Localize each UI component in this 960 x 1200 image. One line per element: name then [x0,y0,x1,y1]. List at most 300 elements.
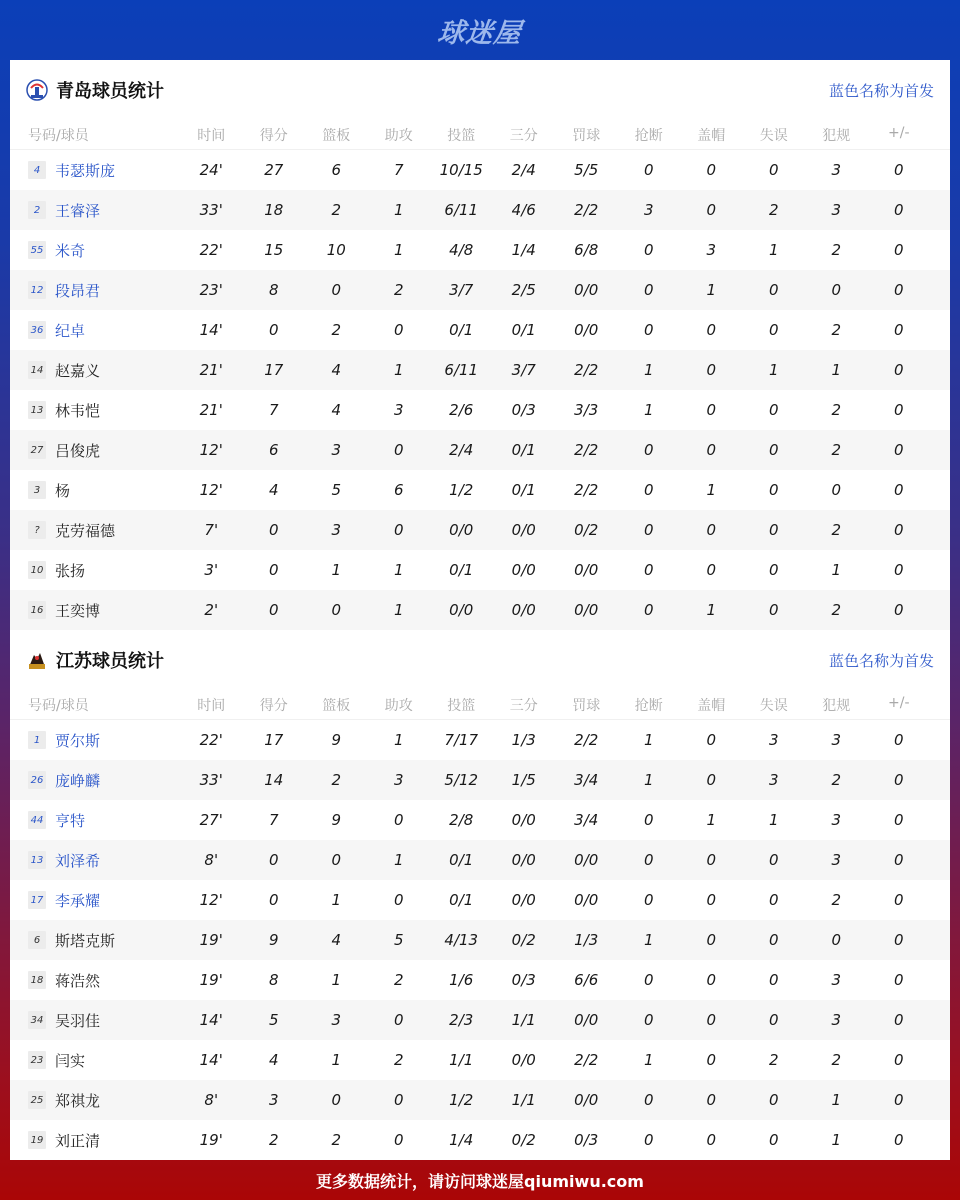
stat-cell: 18 [264,201,284,219]
column-header: 犯规 [822,127,851,144]
stat-cell: 1/4 [449,1131,474,1149]
player-name[interactable]: 王奕博 [55,601,101,620]
table-row[interactable] [10,840,950,880]
column-header: 投篮 [447,697,476,714]
column-header: 助攻 [384,697,413,714]
jersey-number-badge: 23 [28,1051,46,1069]
column-header: 篮板 [322,127,351,144]
stat-cell: 2/3 [449,1011,474,1029]
jersey-number-badge: 36 [28,321,46,339]
column-header: +/- [888,124,910,141]
stat-cell: 6/11 [444,361,479,379]
stat-cell: 3 [393,771,404,789]
stat-cell: 0/0 [574,281,599,299]
player-stats-table [10,690,950,1160]
stat-cell: 3 [831,731,842,749]
stat-cell: 0 [643,481,654,499]
table-row[interactable] [10,960,950,1000]
stat-cell: 10 [326,241,346,259]
table-row[interactable] [10,310,950,350]
stat-cell: 0 [268,601,279,619]
player-name[interactable]: 刘泽希 [55,851,101,870]
stat-cell: 33' [199,201,223,219]
stat-cell: 0 [706,1051,717,1069]
stat-cell: 3/3 [574,401,599,419]
stat-cell: 4/6 [511,201,536,219]
stat-cell: 0 [893,161,904,179]
stat-cell: 27' [199,811,223,829]
player-name[interactable]: 蒋浩然 [55,971,101,990]
stat-cell: 8' [204,1091,219,1109]
stat-cell: 1/1 [511,1011,536,1029]
stat-cell: 15 [264,241,284,259]
stat-cell: 1 [643,731,654,749]
player-name[interactable]: 庞峥麟 [55,771,101,790]
stat-cell: 0 [768,401,779,419]
stat-cell: 0 [893,1131,904,1149]
stat-cell: 0 [706,891,717,909]
stat-cell: 2/2 [574,361,599,379]
stat-cell: 0/0 [511,811,536,829]
stat-cell: 5 [393,931,404,949]
stat-cell: 0 [643,561,654,579]
stat-cell: 0 [643,241,654,259]
stat-cell: 3 [831,811,842,829]
team-header [10,630,950,690]
column-header: 三分 [509,127,538,144]
stat-cell: 2 [768,201,779,219]
stat-cell: 1 [831,361,842,379]
stat-cell: 0 [643,1011,654,1029]
player-name[interactable]: 贾尔斯 [55,731,101,750]
stat-cell: 3 [768,731,779,749]
stat-cell: 1 [768,361,779,379]
table-row[interactable] [10,880,950,920]
stat-cell: 2 [831,401,842,419]
stat-cell: 2 [393,281,404,299]
column-header: 投篮 [447,127,476,144]
stat-cell: 6 [393,481,404,499]
stat-cell: 2 [331,321,342,339]
stat-cell: 0 [706,401,717,419]
table-row[interactable] [10,190,950,230]
stat-cell: 0/2 [574,521,599,539]
stat-cell: 0 [643,521,654,539]
stat-cell: 2 [831,1051,842,1069]
table-row[interactable] [10,550,950,590]
stat-cell: 0 [643,811,654,829]
stat-cell: 0 [643,601,654,619]
player-name[interactable]: 王睿泽 [55,201,101,220]
table-row[interactable] [10,390,950,430]
player-name[interactable]: 吴羽佳 [55,1011,101,1030]
stat-cell: 0/0 [511,891,536,909]
jersey-number-badge: 26 [28,771,46,789]
table-row[interactable] [10,760,950,800]
qingdao-team-logo-icon [26,79,48,101]
stat-cell: 2/8 [449,811,474,829]
stat-cell: 1/3 [511,731,536,749]
stat-cell: 0 [893,771,904,789]
table-row[interactable] [10,470,950,510]
stat-cell: 1/2 [449,481,474,499]
stat-cell: 0 [893,281,904,299]
stat-cell: 0 [706,1011,717,1029]
jersey-number-badge: 10 [28,561,46,579]
jersey-number-badge: 19 [28,1131,46,1149]
stat-cell: 0 [893,971,904,989]
stat-cell: 0 [893,931,904,949]
player-name[interactable]: 亨特 [55,811,86,830]
stat-cell: 0 [643,441,654,459]
stat-cell: 0 [893,361,904,379]
table-row[interactable] [10,800,950,840]
stat-cell: 2 [831,321,842,339]
stat-cell: 6/11 [444,201,479,219]
stat-cell: 9 [268,931,279,949]
player-name[interactable]: 克劳福德 [55,521,116,540]
stat-cell: 1 [768,241,779,259]
column-header: 得分 [259,127,288,144]
stat-cell: 0 [831,931,842,949]
jersey-number-badge: 13 [28,401,46,419]
stat-cell: 0/3 [574,1131,599,1149]
stat-cell: 0/1 [449,851,474,869]
jersey-number-badge: 16 [28,601,46,619]
stat-cell: 0 [768,561,779,579]
column-header: 时间 [197,127,226,144]
jersey-number-badge: 13 [28,851,46,869]
stat-cell: 6/6 [574,971,599,989]
stat-cell: 4 [331,361,342,379]
stat-cell: 0 [331,851,342,869]
stat-cell: 1 [643,401,654,419]
stat-cell: 0 [893,201,904,219]
stat-cell: 0/1 [511,321,536,339]
stat-cell: 0 [768,161,779,179]
stat-cell: 1 [643,771,654,789]
stat-cell: 19' [199,971,223,989]
stat-cell: 0 [893,1011,904,1029]
stat-cell: 6/8 [574,241,599,259]
column-header: 犯规 [822,697,851,714]
stat-cell: 8 [268,971,279,989]
stat-cell: 8' [204,851,219,869]
stat-cell: 0 [706,1131,717,1149]
stat-cell: 3 [268,1091,279,1109]
stat-cell: 0/0 [511,601,536,619]
stat-cell: 12' [199,441,223,459]
stat-cell: 1 [706,601,717,619]
stat-cell: 0/3 [511,971,536,989]
stat-cell: 2 [831,521,842,539]
jersey-number-badge: 1 [28,731,46,749]
stat-cell: 24' [199,161,223,179]
top-bar [0,0,960,60]
jersey-number-badge: 34 [28,1011,46,1029]
stat-cell: 0 [768,931,779,949]
stat-cell: 1/5 [511,771,536,789]
stat-cell: 2 [831,771,842,789]
stat-cell: 3 [643,201,654,219]
stat-cell: 0 [643,281,654,299]
stat-cell: 2 [268,1131,279,1149]
stat-cell: 0 [893,1091,904,1109]
column-header: 三分 [509,697,538,714]
stat-cell: 0/0 [511,521,536,539]
jersey-number-badge: 12 [28,281,46,299]
stat-cell: 14' [199,1011,223,1029]
stat-cell: 1 [393,731,404,749]
stat-cell: 0 [393,441,404,459]
stat-cell: 3 [831,1011,842,1029]
stat-cell: 0 [706,561,717,579]
jersey-number-badge: 44 [28,811,46,829]
stat-cell: 0 [893,401,904,419]
starter-legend: 蓝色名称为首发 [828,651,934,670]
stat-cell: 33' [199,771,223,789]
stat-cell: 2 [331,201,342,219]
player-name[interactable]: 赵嘉义 [55,361,101,380]
column-header: 助攻 [384,127,413,144]
player-name[interactable]: 米奇 [55,241,86,260]
stat-cell: 0/1 [449,561,474,579]
stat-cell: 2 [831,891,842,909]
jersey-number-badge: ? [28,521,46,539]
stat-cell: 19' [199,931,223,949]
stat-cell: 0 [893,731,904,749]
stat-cell: 1 [331,891,342,909]
stat-cell: 0 [393,321,404,339]
stat-cell: 2 [831,601,842,619]
stat-cell: 17 [264,361,284,379]
stat-cell: 3' [204,561,219,579]
stat-cell: 0 [643,1131,654,1149]
jersey-number-badge: 18 [28,971,46,989]
stat-cell: 0 [893,891,904,909]
stat-cell: 14' [199,1051,223,1069]
stat-cell: 4/8 [449,241,474,259]
stat-cell: 1/2 [449,1091,474,1109]
stat-cell: 3/4 [574,811,599,829]
stat-cell: 4 [331,401,342,419]
stat-cell: 1 [393,241,404,259]
table-header-row [10,690,950,720]
stat-cell: 1 [706,481,717,499]
stat-cell: 0 [768,321,779,339]
stat-cell: 22' [199,241,223,259]
stat-cell: 7 [393,161,404,179]
stat-cell: 0 [268,891,279,909]
stat-cell: 3/7 [449,281,474,299]
stat-cell: 0 [268,851,279,869]
table-row[interactable] [10,1080,950,1120]
column-header: 抢断 [634,697,663,714]
table-row[interactable] [10,350,950,390]
footer-banner[interactable]: 更多数据统计，请访问球迷屋qiumiwu.com [316,1171,644,1191]
stat-cell: 0 [831,481,842,499]
stat-cell: 2 [393,1051,404,1069]
stat-cell: 3 [831,851,842,869]
stat-cell: 0/0 [449,601,474,619]
stat-cell: 5/12 [444,771,479,789]
stat-cell: 0 [706,161,717,179]
stat-cell: 0 [393,521,404,539]
starter-legend: 蓝色名称为首发 [828,81,934,100]
stat-cell: 22' [199,731,223,749]
stat-cell: 5/5 [574,161,599,179]
stat-cell: 0 [643,891,654,909]
stat-cell: 0 [893,321,904,339]
jersey-number-badge: 3 [28,481,46,499]
stat-cell: 1 [831,1091,842,1109]
stat-cell: 0/0 [449,521,474,539]
player-name[interactable]: 刘正清 [55,1131,101,1150]
stat-cell: 0 [643,971,654,989]
stat-cell: 2/2 [574,441,599,459]
stat-cell: 0/1 [511,481,536,499]
table-row[interactable] [10,430,950,470]
stat-cell: 3 [831,161,842,179]
stat-cell: 0 [768,891,779,909]
stat-cell: 0/1 [449,321,474,339]
table-row[interactable] [10,510,950,550]
stat-cell: 5 [331,481,342,499]
stat-cell: 2 [331,771,342,789]
stat-cell: 1 [393,601,404,619]
stat-cell: 7 [268,811,279,829]
table-row[interactable] [10,720,950,760]
jersey-number-badge: 27 [28,441,46,459]
stat-cell: 1 [393,561,404,579]
table-row[interactable] [10,270,950,310]
stat-cell: 12' [199,891,223,909]
stat-cell: 1 [706,281,717,299]
stat-cell: 3 [831,971,842,989]
stat-cell: 0 [706,731,717,749]
jiangsu-team-logo-icon [26,649,48,671]
stat-cell: 0 [768,441,779,459]
player-name[interactable]: 郑祺龙 [55,1091,101,1110]
stat-cell: 7' [204,521,219,539]
jersey-number-badge: 6 [28,931,46,949]
stat-cell: 2 [331,1131,342,1149]
stat-cell: 0 [393,1091,404,1109]
stat-cell: 0 [393,891,404,909]
stat-cell: 0 [768,971,779,989]
stat-cell: 0 [768,1131,779,1149]
player-name[interactable]: 闫实 [55,1051,86,1070]
stat-cell: 7/17 [444,731,479,749]
stat-cell: 0 [893,521,904,539]
stat-cell: 2/4 [511,161,536,179]
stat-cell: 7 [268,401,279,419]
stat-cell: 2/6 [449,401,474,419]
table-row[interactable] [10,1000,950,1040]
column-header: 抢断 [634,127,663,144]
stat-cell: 0/0 [574,1011,599,1029]
player-name[interactable]: 斯塔克斯 [55,931,116,950]
player-name[interactable]: 纪卓 [55,321,86,340]
stat-cell: 0 [768,521,779,539]
stat-cell: 0 [331,281,342,299]
stat-cell: 2/2 [574,1051,599,1069]
team-title: 江苏球员统计 [56,651,164,672]
stat-cell: 0 [706,851,717,869]
stat-cell: 0 [643,851,654,869]
table-row[interactable] [10,920,950,960]
table-row[interactable] [10,1120,950,1160]
stat-cell: 0 [893,851,904,869]
stat-cell: 0 [768,601,779,619]
stat-cell: 0 [706,931,717,949]
player-name[interactable]: 韦瑟斯庞 [55,161,116,180]
stat-cell: 10/15 [439,161,483,179]
stat-cell: 0 [706,971,717,989]
stat-cell: 1 [643,361,654,379]
player-name[interactable]: 张扬 [55,561,86,580]
stat-cell: 0/0 [511,851,536,869]
stat-cell: 0 [893,561,904,579]
stat-cell: 21' [199,361,223,379]
stat-cell: 3 [768,771,779,789]
stat-cell: 0 [643,1091,654,1109]
table-row[interactable] [10,590,950,630]
table-row[interactable] [10,150,950,190]
stat-cell: 1/4 [511,241,536,259]
jersey-number-badge: 4 [28,161,46,179]
stat-cell: 0 [893,241,904,259]
table-row[interactable] [10,1040,950,1080]
column-header: 得分 [259,697,288,714]
column-header: 盖帽 [697,127,726,144]
stat-cell: 5 [268,1011,279,1029]
column-header: 盖帽 [697,697,726,714]
stat-cell: 0 [706,771,717,789]
stat-cell: 0 [393,1011,404,1029]
stat-cell: 6 [331,161,342,179]
stat-cell: 1 [643,931,654,949]
column-header: 号码/球员 [28,697,89,714]
stat-cell: 0 [768,481,779,499]
table-row[interactable] [10,230,950,270]
column-header: 失误 [759,697,788,714]
team-header [10,60,950,120]
stat-cell: 0 [706,201,717,219]
player-name[interactable]: 杨 [55,481,71,500]
player-name[interactable]: 林韦恺 [55,401,101,420]
stat-cell: 0/1 [511,441,536,459]
player-name[interactable]: 李承耀 [55,891,101,910]
stat-cell: 4 [268,1051,279,1069]
stat-cell: 2 [831,241,842,259]
column-header: 罚球 [572,697,601,714]
player-name[interactable]: 段昂君 [55,281,101,300]
stat-cell: 3 [831,201,842,219]
stat-cell: 4 [331,931,342,949]
stat-cell: 2/2 [574,731,599,749]
stat-cell: 0/2 [511,931,536,949]
stat-cell: 14 [264,771,284,789]
stat-cell: 1/1 [511,1091,536,1109]
jersey-number-badge: 25 [28,1091,46,1109]
stat-cell: 2/4 [449,441,474,459]
stat-cell: 0 [706,441,717,459]
stat-cell: 2/5 [511,281,536,299]
stat-cell: 0/0 [574,601,599,619]
player-name[interactable]: 吕俊虎 [55,441,101,460]
stat-cell: 3 [706,241,717,259]
